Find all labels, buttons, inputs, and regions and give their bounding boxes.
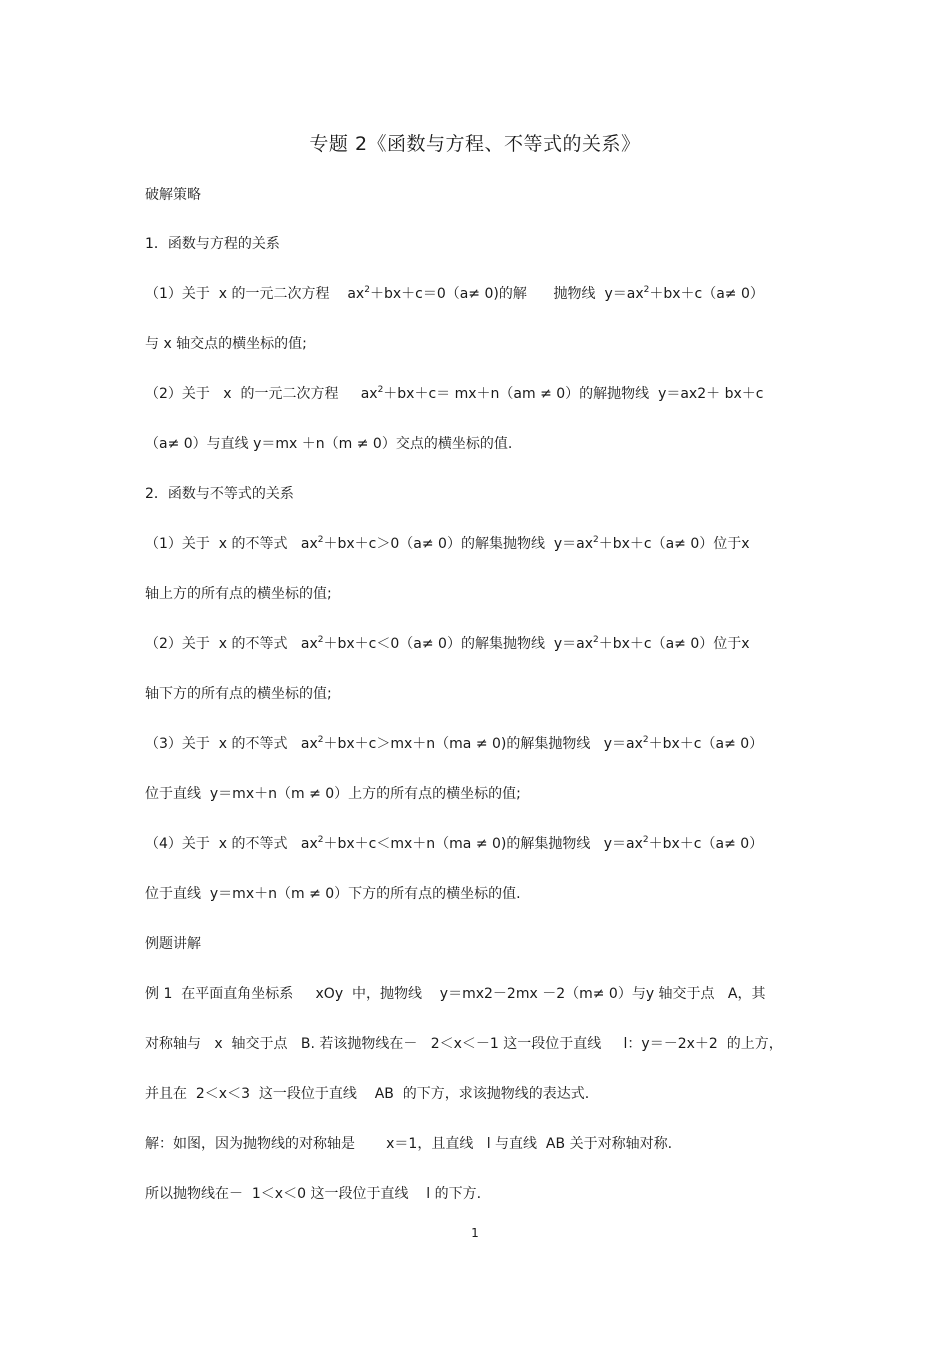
text-segment: ＋bx＋c（a≠ 0）位于x [598, 536, 750, 552]
text-segment: （3）关于 x 的不等式 ax [145, 736, 318, 752]
text-line: 2．函数与不等式的关系 [145, 486, 294, 502]
text-segment: （1）关于 x 的一元二次方程 ax [145, 286, 365, 302]
text-segment: （4）关于 x 的不等式 ax [145, 836, 318, 852]
superscript: 2 [364, 285, 370, 295]
text-line [145, 534, 750, 554]
superscript: 2 [642, 735, 649, 745]
text-segment: ＋bx＋c（a≠ 0） [648, 736, 764, 752]
text-line: 破解策略 [145, 187, 201, 203]
text-line: 解：如图，因为抛物线的对称轴是 x＝1，且直线 l 与直线 AB 关于对称轴对称. [145, 1136, 673, 1152]
superscript: 2 [317, 635, 324, 645]
text-segment: ＋bx＋c＜mx＋n（ma ≠ 0)的解集抛物线 y＝ax [323, 836, 643, 852]
superscript: 2 [377, 385, 384, 395]
superscript: 2 [593, 635, 599, 645]
text-line: 1．函数与方程的关系 [145, 236, 280, 252]
text-segment: ＋bx＋c＞mx＋n（ma ≠ 0)的解集抛物线 y＝ax [323, 736, 643, 752]
text-line [145, 284, 764, 304]
text-segment: （2）关于 x 的不等式 ax [145, 636, 318, 652]
text-segment: ＋bx＋c（a≠ 0） [648, 836, 764, 852]
text-line: 例题讲解 [145, 936, 201, 952]
text-line: 并且在 2＜x＜3 这一段位于直线 AB 的下方，求该抛物线的表达式. [145, 1086, 590, 1102]
text-segment: ＋bx＋c（a≠ 0） [649, 286, 764, 302]
text-line: （a≠ 0）与直线 y＝mx ＋n（m ≠ 0）交点的横坐标的值. [145, 436, 513, 452]
text-segment: ＋bx＋c＜0（a≠ 0）的解集抛物线 y＝ax [323, 636, 593, 652]
text-line: 位于直线 y＝mx＋n（m ≠ 0）下方的所有点的横坐标的值. [145, 886, 521, 902]
text-line: 对称轴与 x 轴交于点 B. 若该抛物线在－ 2＜x＜－1 这一段位于直线 l：y＝－2x＋2 的上方， [145, 1036, 783, 1052]
text-line [145, 634, 750, 654]
superscript: 2 [643, 285, 650, 295]
text-segment: ＋bx＋c＝0（a≠ 0)的解 抛物线 y＝ax [369, 286, 644, 302]
superscript: 2 [317, 735, 324, 745]
text-segment: （2）关于 x 的一元二次方程 ax [145, 386, 378, 402]
text-segment: ＋bx＋c＝ mx＋n（am ≠ 0）的解抛物线 y＝ax2＋ bx＋c [383, 386, 764, 402]
text-line [145, 384, 763, 404]
superscript: 2 [593, 535, 599, 545]
text-segment: （1）关于 x 的不等式 ax [145, 536, 318, 552]
text-line: 所以抛物线在－ 1＜x＜0 这一段位于直线 l 的下方. [145, 1186, 482, 1202]
text-line: 例 1 在平面直角坐标系 xOy 中，抛物线 y＝mx2－2mx －2（m≠ 0）与y 轴交于点 A，其 [145, 986, 766, 1002]
text-segment: ＋bx＋c（a≠ 0）位于x [598, 636, 750, 652]
superscript: 2 [317, 535, 324, 545]
text-line: 轴上方的所有点的横坐标的值; [145, 586, 332, 602]
text-line: 位于直线 y＝mx＋n（m ≠ 0）上方的所有点的横坐标的值; [145, 786, 521, 802]
page-number: 1 [471, 1226, 479, 1240]
page-title: 专题 2《函数与方程、不等式的关系》 [309, 133, 641, 155]
text-line [145, 734, 763, 754]
text-line: 轴下方的所有点的横坐标的值; [145, 686, 332, 702]
superscript: 2 [317, 835, 324, 845]
superscript: 2 [642, 835, 649, 845]
text-segment: ＋bx＋c＞0（a≠ 0）的解集抛物线 y＝ax [323, 536, 593, 552]
text-line: 与 x 轴交点的横坐标的值; [145, 336, 307, 352]
text-line [145, 834, 763, 854]
